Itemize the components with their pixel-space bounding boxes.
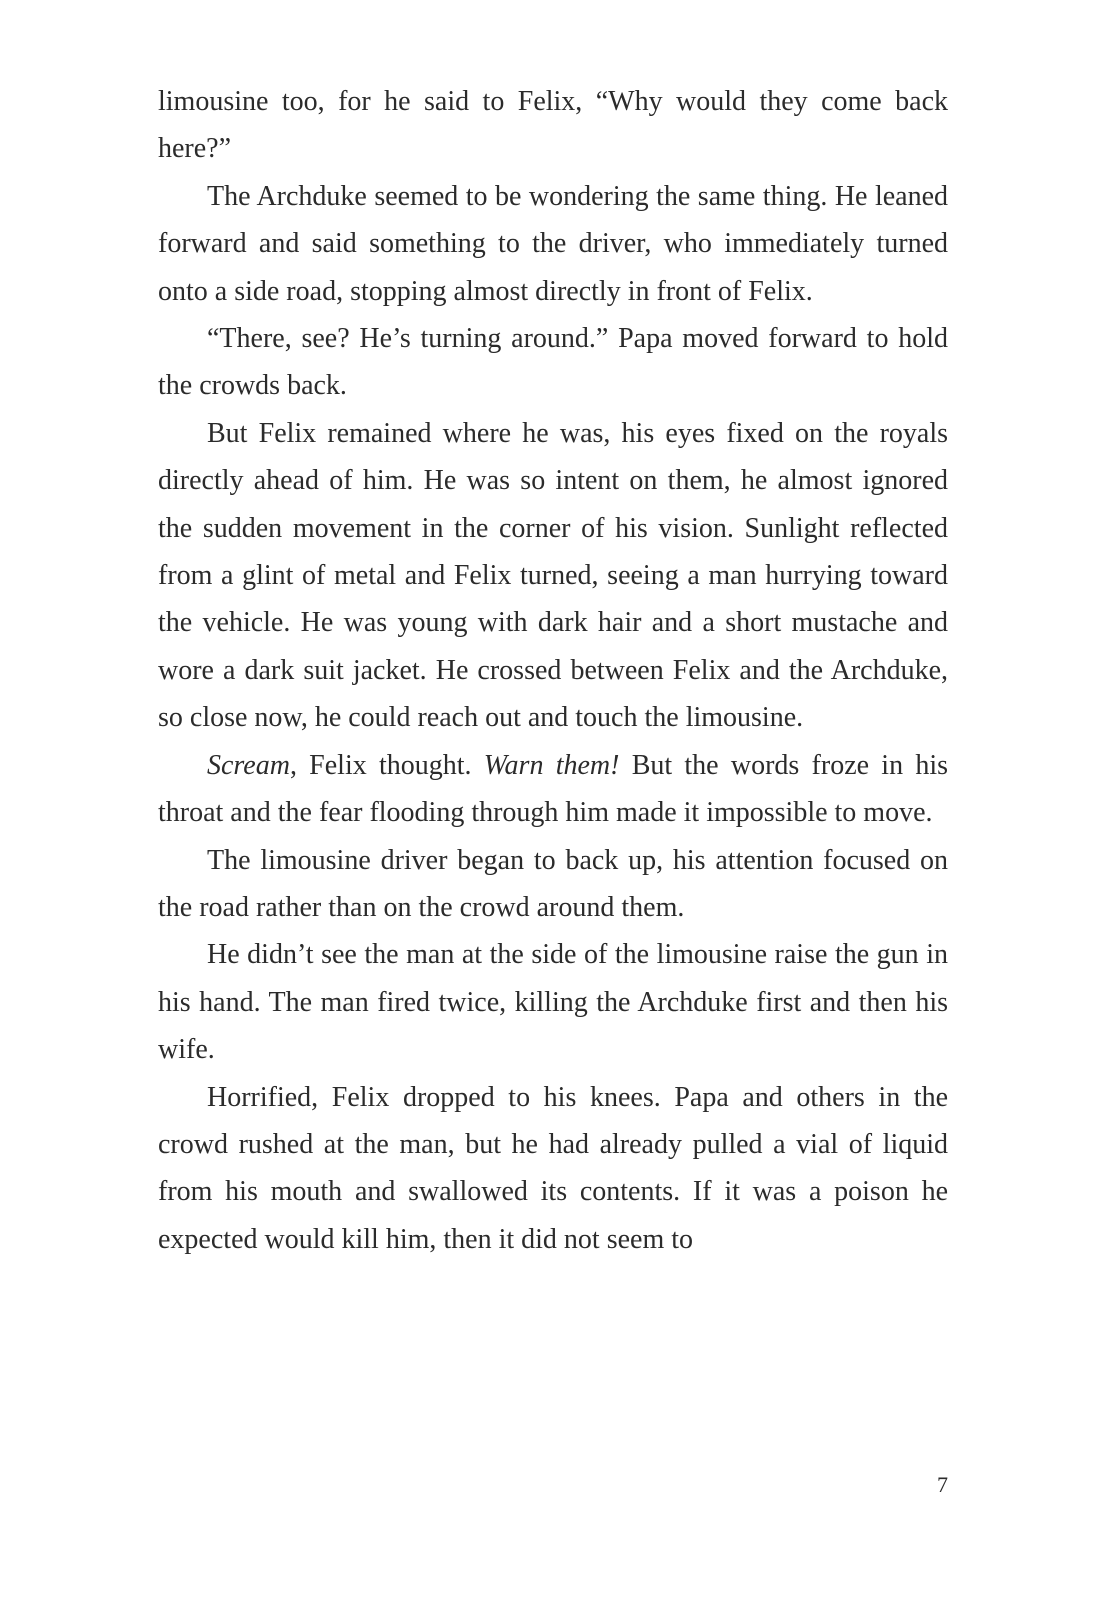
text-run: But Felix remained where he was, his eyes fixed on the royals directly ahead of him. He was so intent on them, he almost ignored the sudden movement in the corner of his vision. Sunlight reflected from a glint of metal and Felix turned, seeing a man hurrying toward the vehicle. He was young with dark hair and a short mustache and wore a dark suit jacket. He crossed between Felix and the Archduke, so close now, he could reach out and touch the limousine. — [158, 417, 948, 734]
text-run: Horrified, Felix dropped to his knees. Papa and others in the crowd rushed at the man, but he had already pulled a vial of liquid from his mouth and swallowed its contents. If it was a poison he expected would kill him, then it did not seem to — [158, 1081, 948, 1255]
italic-text-run: Scream — [207, 749, 290, 781]
paragraph — [158, 837, 948, 932]
text-run: , Felix thought. — [289, 749, 484, 781]
text-run: The limousine driver began to back up, his attention focused on the road rather than on the crowd around them. — [158, 844, 948, 923]
text-run: limousine too, for he said to Felix, “Why would they come back here?” — [158, 86, 948, 165]
text-run: “There, see? He’s turning around.” Papa moved forward to hold the crowds back. — [158, 323, 948, 402]
paragraph — [158, 78, 948, 173]
text-run: He didn’t see the man at the side of the limousine raise the gun in his hand. The man fired twice, killing the Archduke first and then his wife. — [158, 939, 948, 1066]
paragraph — [158, 173, 948, 315]
paragraph — [158, 1074, 948, 1264]
paragraph — [158, 315, 948, 410]
paragraph — [158, 410, 948, 742]
page-body — [158, 78, 948, 1263]
page-number: 7 — [937, 1472, 948, 1497]
paragraph — [158, 931, 948, 1073]
paragraph — [158, 742, 948, 837]
text-run: But the words froze in his throat and the fear flooding through him made it impossible to move. — [158, 749, 948, 829]
text-run: The Archduke seemed to be wondering the same thing. He leaned forward and said something to the driver, who immediately turned onto a side road, stopping almost directly in front of Felix. — [158, 180, 948, 307]
italic-text-run: Warn them! — [483, 749, 620, 781]
